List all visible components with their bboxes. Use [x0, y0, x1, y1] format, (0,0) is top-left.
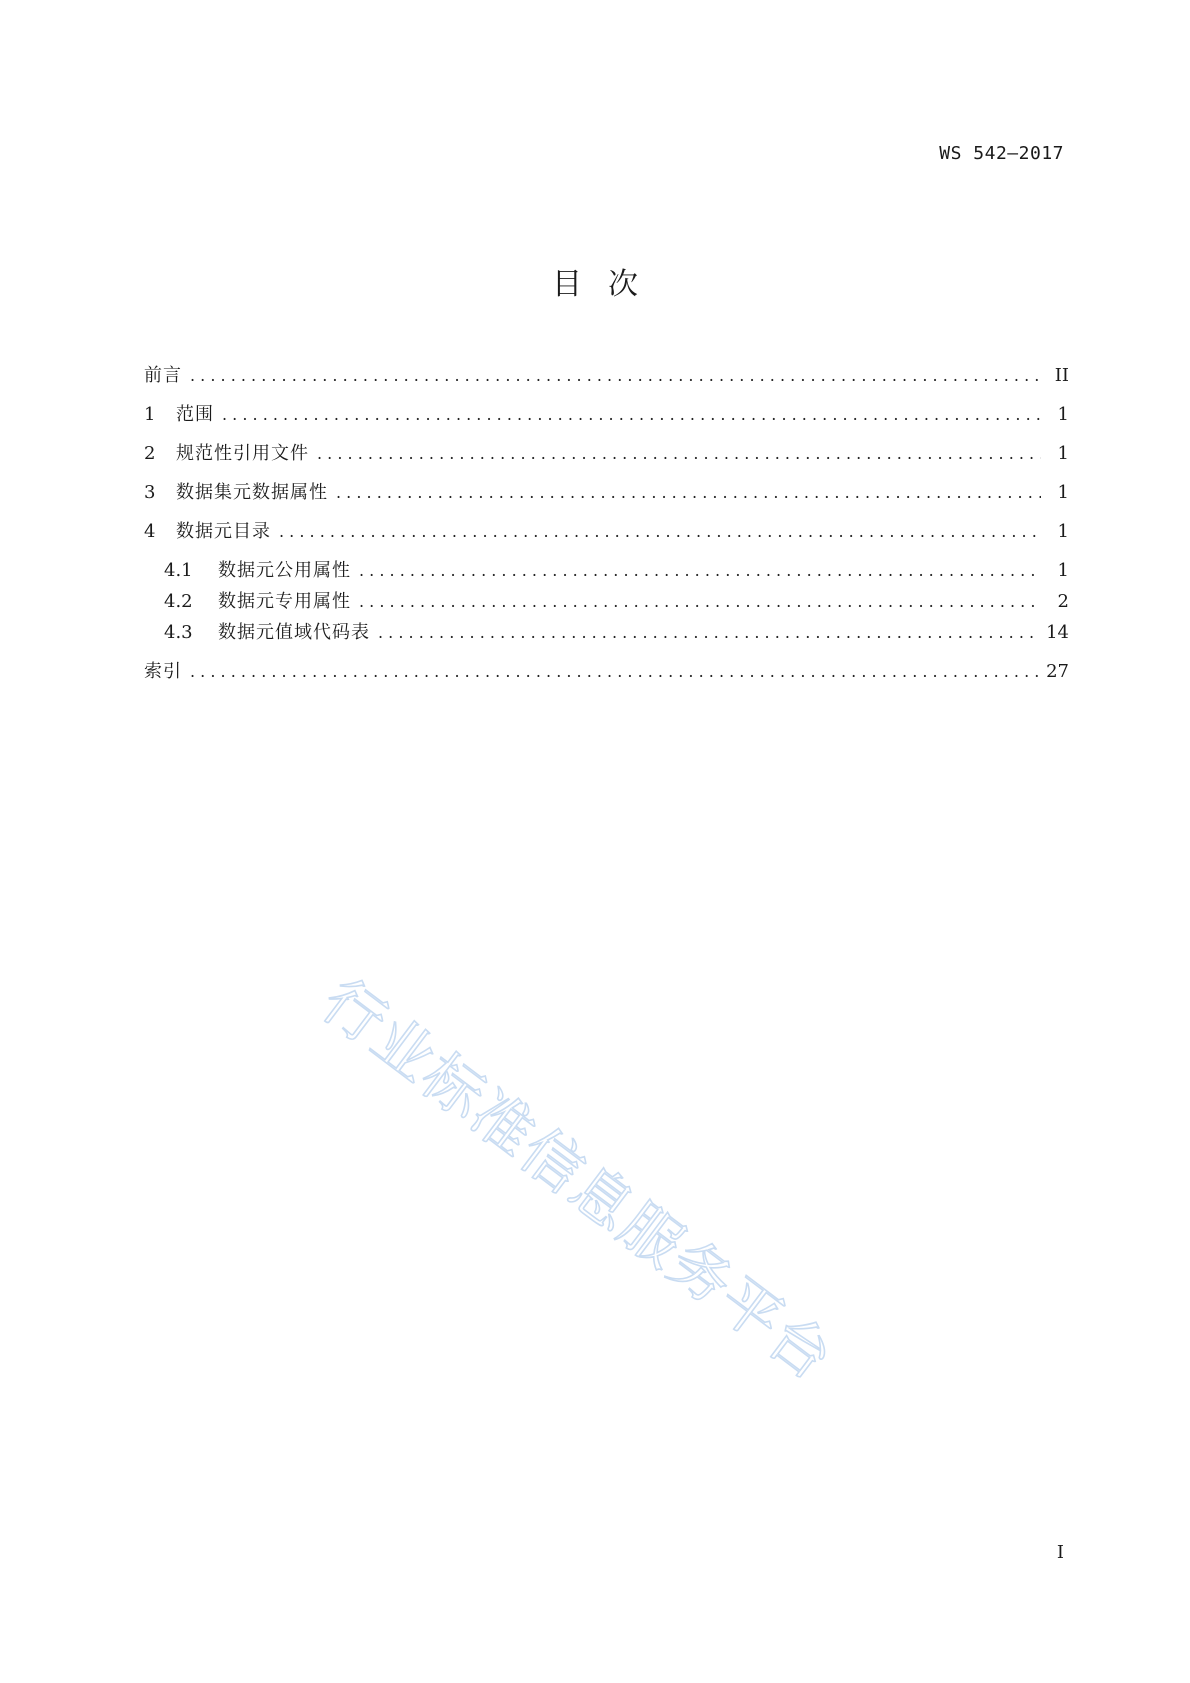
toc-leader [359, 591, 1041, 612]
toc-leader [317, 443, 1041, 464]
toc-entry-page: 1 [1057, 482, 1069, 503]
toc-entry-specific-attributes[interactable] [144, 587, 1069, 614]
toc-entry-title: 数据元专用属性 [218, 591, 351, 612]
toc-entry-page: 1 [1057, 443, 1069, 464]
toc-entry-title: 范围 [176, 404, 214, 425]
toc-entry-page: 27 [1046, 661, 1069, 682]
toc-leader [359, 560, 1041, 581]
toc-entry-title: 数据元目录 [176, 521, 271, 542]
toc-entry-title: 数据元公用属性 [218, 560, 351, 581]
toc-entry-title: 数据元值域代码表 [218, 622, 370, 643]
toc-entry-dataset-metadata[interactable] [144, 478, 1069, 505]
standard-number: WS 542—2017 [939, 143, 1064, 164]
toc-leader [279, 521, 1041, 542]
toc-entry-common-attributes[interactable] [144, 556, 1069, 583]
toc-entry-number: 4 [144, 521, 156, 542]
toc-entry-foreword[interactable] [144, 361, 1069, 388]
toc-entry-page: 2 [1057, 591, 1069, 612]
toc-leader [378, 622, 1038, 643]
toc-leader [222, 404, 1041, 425]
toc-entry-number: 4.3 [164, 622, 193, 643]
toc-entry-number: 2 [144, 443, 156, 464]
toc-entry-page: 1 [1057, 560, 1069, 581]
toc-entry-title: 规范性引用文件 [176, 443, 309, 464]
toc-entry-number: 4.1 [164, 560, 193, 581]
toc-entry-value-domain-codes[interactable] [144, 618, 1069, 645]
toc-entry-number: 4.2 [164, 591, 193, 612]
page-title: 目次 [552, 267, 664, 302]
toc-entry-scope[interactable] [144, 400, 1069, 427]
toc-leader [190, 365, 1041, 386]
toc-entry-normative-references[interactable] [144, 439, 1069, 466]
toc-entry-page: 14 [1046, 622, 1069, 643]
toc-leader [190, 661, 1038, 682]
toc-entry-number: 1 [144, 404, 156, 425]
toc-leader [336, 482, 1041, 503]
toc-entry-data-element-catalog[interactable] [144, 517, 1069, 544]
watermark-text: 行业标准信息服务平台 [308, 966, 847, 1396]
toc-entry-title: 前言 [144, 365, 182, 386]
toc-entry-page: 1 [1057, 404, 1069, 425]
toc-entry-title: 数据集元数据属性 [176, 482, 328, 503]
toc-entry-index[interactable] [144, 657, 1069, 684]
toc-entry-page: 1 [1057, 521, 1069, 542]
toc-entry-page: II [1054, 365, 1069, 386]
page-number: I [1056, 1542, 1064, 1563]
toc-entry-title: 索引 [144, 661, 182, 682]
toc-entry-number: 3 [144, 482, 156, 503]
table-of-contents [144, 361, 1069, 696]
